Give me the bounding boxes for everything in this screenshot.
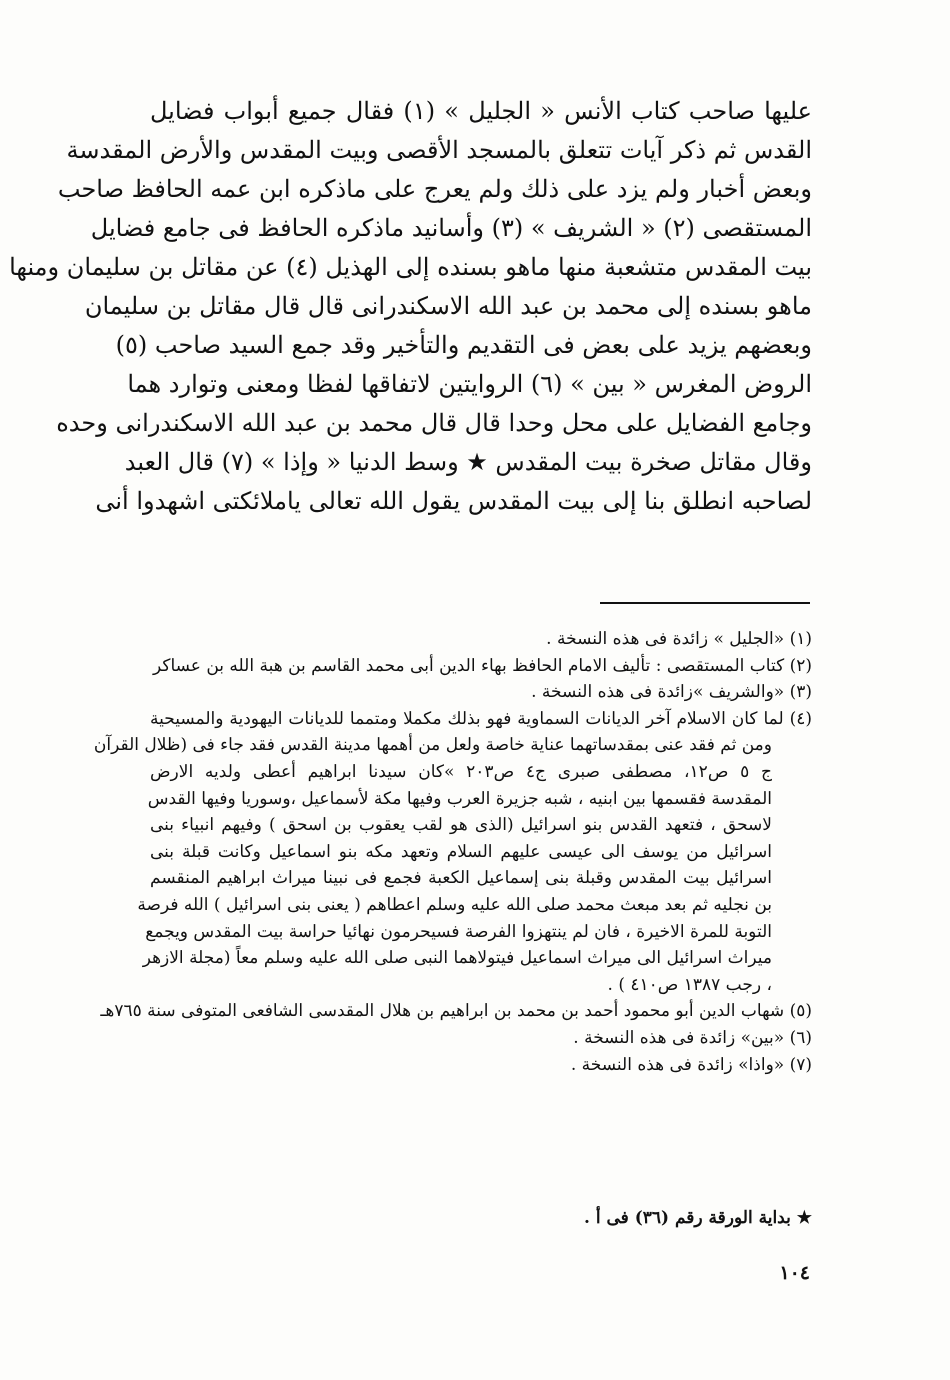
page-number: ١٠٤ bbox=[779, 1262, 810, 1284]
footnotes bbox=[93, 626, 812, 1078]
footnote-4-continuation: ، رجب ١٣٨٧ ص٤١٠ ) . bbox=[607, 974, 772, 995]
text-line: الروض المغرس « بين » (٦) الروايتين لاتفاقها لفظا ومعنى وتوارد هما bbox=[127, 370, 812, 398]
footnote-2: (٢) كتاب المستقصى : تأليف الامام الحافظ بهاء الدين أبى محمد القاسم بن هبة الله بن عساكر bbox=[152, 655, 812, 676]
text-line: وقال مقاتل صخرة بيت المقدس ★ وسط الدنيا « وإذا » (٧) قال العبد bbox=[124, 448, 812, 476]
footnote-6: (٦) «بين» زائدة فى هذه النسخة . bbox=[573, 1027, 812, 1048]
text-line: ماهو بسنده إلى محمد بن عبد الله الاسكندرانى قال قال مقاتل بن سليمان bbox=[84, 292, 812, 320]
footnote-5: (٥) شهاب الدين أبو محمود أحمد بن محمد بن ابراهيم بن هلال المقدسى الشافعى المتوفى سنة ٧٦٥هـ bbox=[100, 1001, 812, 1022]
text-line: عليها صاحب كتاب الأنس « الجليل » (١) فقال جميع أبواب فضايل bbox=[150, 97, 813, 125]
footnote-4-continuation: التوبة للمرة الاخيرة ، فان لم ينتهزوا الفرصة فسيحرمون نهائيا حراسة بيت المقدس ويجمع bbox=[145, 921, 772, 942]
main-text bbox=[9, 92, 813, 521]
footnote-4-continuation: اسرائيل بيت المقدس وقبلة بنى إسماعيل الكعبة فجمع فى نبينا ميراث ابراهيم المنقسم bbox=[150, 868, 772, 889]
footnote-3: (٣) «والشريف »زائدة فى هذه النسخة . bbox=[531, 682, 812, 703]
footnote-1: (١) «الجليل » زائدة فى هذه النسخة . bbox=[546, 629, 812, 649]
footnote-4-continuation: اسرائيل من يوسف الى عيسى عليهم السلام وتعهد مكه بنو اسماعيل وكانت قبلة بنى bbox=[150, 841, 772, 862]
text-line: وبعضهم يزيد على بعض فى التقديم والتأخير وقد جمع السيد صاحب (٥) bbox=[115, 331, 812, 359]
text-line: المستقصى (٢) « الشريف » (٣) وأسانيد ماذكره الحافظ فى جامع فضايل bbox=[90, 214, 812, 242]
text-line: لصاحبه انطلق بنا إلى بيت المقدس يقول الله تعالى ياملائكتى اشهدوا أنى bbox=[95, 487, 812, 515]
folio-note: ★ بداية الورقة رقم (٣٦) فى أ . bbox=[584, 1208, 812, 1228]
text-line: وجامع الفضايل على محل وحدا قال قال محمد بن عبد الله الاسكندرانى وحده bbox=[56, 409, 812, 437]
footnote-separator bbox=[600, 602, 810, 604]
footnote-4-continuation: بن نجليه ثم بعد مبعث محمد صلى الله عليه وسلم اعطاهم ( يعنى بنى اسرائيل ) الله فرصة bbox=[137, 894, 772, 915]
footnote-4-continuation: لاسحق ، فتعهد القدس بنو اسرائيل (الذى هو لقب يعقوب بن اسحق ) وفيهم انبياء بنى bbox=[150, 815, 772, 836]
footnote-7: (٧) «واذا» زائدة فى هذه النسخة . bbox=[570, 1054, 812, 1075]
footnote-4-continuation: ميراث اسرائيل الى ميراث اسماعيل فيتولاهما النبى صلى الله عليه وسلم معاً (مجلة الازهر bbox=[142, 948, 772, 969]
footnote-4-continuation: ومن ثم فقد عنى بمقدساتهما عناية خاصة ولعل من أهمها مدينة القدس فقد جاء فى (ظلال القرآن bbox=[93, 735, 772, 756]
footnote-4: (٤) لما كان الاسلام آخر الديانات السماوية فهو بذلك مكملا ومتمما للديانات اليهودية والمسيحية bbox=[150, 708, 812, 729]
footnote-4-continuation: المقدسة فقسمها بين ابنيه ، شبه جزيرة العرب وفيها مكة لأسماعيل ،وسوريا وفيها القدس bbox=[147, 788, 772, 809]
text-line: القدس ثم ذكر آيات تتعلق بالمسجد الأقصى وبيت المقدس والأرض المقدسة bbox=[66, 136, 812, 164]
text-line: بيت المقدس متشعبة منها ماهو بسنده إلى الهذيل (٤) عن مقاتل بن سليمان ومنها bbox=[9, 253, 812, 281]
text-line: وبعض أخبار ولم يزد على ذلك ولم يعرج على ماذكره ابن عمه الحافظ صاحب bbox=[57, 175, 812, 203]
footnote-4-continuation: ج ٥ ص١٢، مصطفى صبرى ج٤ ص٢٠٣ »كان سيدنا ابراهيم أعطى ولديه الارض bbox=[150, 761, 772, 782]
